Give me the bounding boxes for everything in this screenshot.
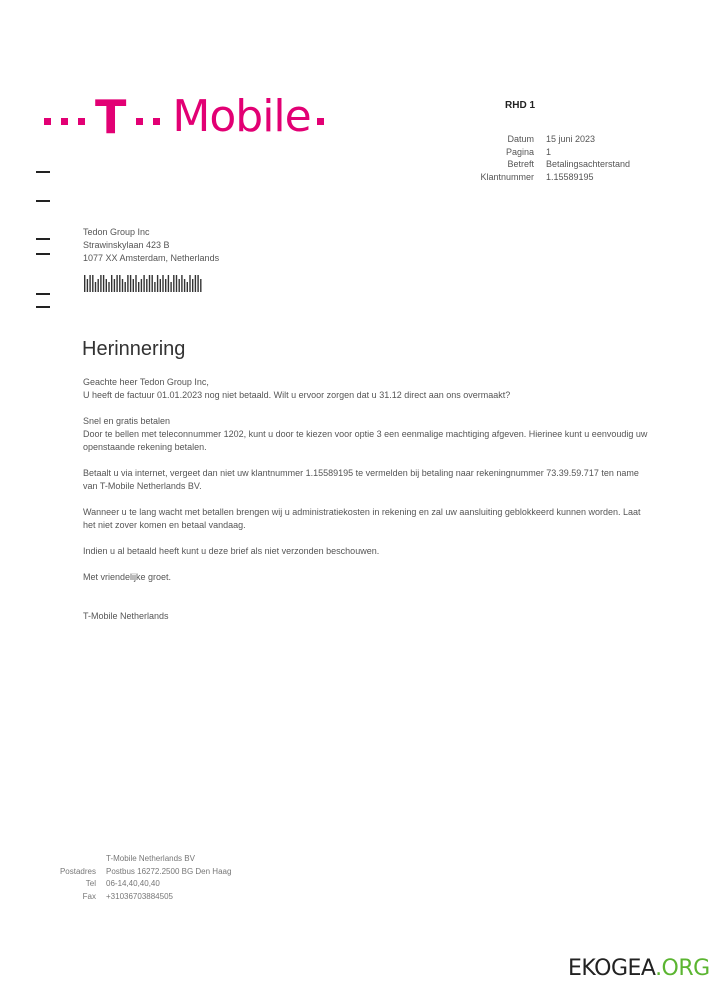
fold-mark [36, 238, 50, 240]
t-mobile-logo [44, 92, 334, 142]
section-paragraph: Door te bellen met teleconnummer 1202, kunt u door te kiezen voor optie 3 een eenmalige machtiging afgeven. Hierinee kunt u eenvoudig uw openstaande rekening betalen. [83, 429, 648, 452]
footer-value: +31036703884505 [106, 891, 173, 901]
fold-mark [36, 171, 50, 173]
letter-meta [440, 133, 630, 183]
meta-label: Betreft [507, 159, 534, 169]
postal-barcode [84, 275, 204, 292]
footer-row [58, 891, 231, 904]
footer-row [58, 878, 231, 891]
footer-value: 06-14,40,40,40 [106, 879, 160, 888]
reference-code: RHD 1 [505, 100, 536, 111]
fold-mark [36, 306, 50, 308]
meta-label: Pagina [505, 146, 534, 157]
logo-dot [61, 118, 68, 125]
footer-label: Postadres [59, 866, 96, 876]
logo-t: T [95, 90, 127, 144]
footer-company: T-Mobile Netherlands BV [106, 854, 195, 863]
meta-label: Datum [507, 134, 534, 144]
recipient-address [83, 226, 219, 265]
logo-dot [136, 118, 143, 125]
recipient-street: Strawinskylaan 423 B [83, 240, 170, 250]
logo-dot [44, 118, 51, 125]
intro-paragraph: U heeft de factuur 01.01.2023 nog niet betaald. Wilt u ervoor zorgen dat u 31.12 direct aan ons overmaakt? [83, 390, 511, 400]
letter-title: Herinnering [82, 338, 186, 360]
watermark-suffix: .ORG [655, 956, 710, 981]
meta-row-subject [440, 158, 630, 171]
watermark-main: EKOGEA [568, 956, 656, 981]
section-title: Snel en gratis betalen [83, 416, 171, 426]
salutation: Geachte heer Tedon Group Inc, [83, 377, 209, 387]
footer [58, 853, 231, 903]
meta-row-page [440, 146, 630, 159]
footer-label: Tel [85, 879, 96, 888]
signature: T-Mobile Netherlands [83, 611, 169, 621]
logo-wordmark: Mobile [172, 91, 311, 142]
meta-value: 1 [546, 146, 552, 157]
meta-label: Klantnummer [480, 171, 534, 182]
fold-mark [36, 200, 50, 202]
warning-paragraph: Wanneer u te lang wacht met betallen brengen wij u administratiekosten in rekening en zal uw aansluiting geblokkeerd kunnen worden. Laat het niet zover komen en betaal vandaag. [83, 507, 641, 530]
meta-value: 15 juni 2023 [546, 134, 596, 144]
closing: Met vriendelijke groet. [83, 572, 172, 582]
recipient-city: 1077 XX Amsterdam, Netherlands [83, 253, 220, 263]
footer-label: Fax [82, 891, 96, 901]
footer-value: Postbus 16272.2500 BG Den Haag [106, 866, 232, 876]
footer-company-row [58, 853, 231, 866]
paid-paragraph: Indien u al betaald heeft kunt u deze brief als niet verzonden beschouwen. [83, 546, 380, 556]
logo-dot [78, 118, 85, 125]
footer-row [58, 866, 231, 879]
meta-value: Betalingsachterstand [546, 159, 631, 169]
fold-mark [36, 293, 50, 295]
meta-row-date [440, 133, 630, 146]
fold-mark [36, 253, 50, 255]
logo-dot [317, 118, 324, 125]
watermark [568, 956, 710, 981]
meta-row-customer-number [440, 171, 630, 184]
meta-value: 1.15589195 [546, 171, 594, 182]
letter-body [83, 376, 653, 623]
payment-paragraph: Betaalt u via internet, vergeet dan niet uw klantnummer 1.15589195 te vermelden bij betaling naar rekeningnummer 73.39.59.717 ten name van T-Mobile Netherlands BV. [83, 468, 639, 491]
recipient-name: Tedon Group Inc [83, 227, 150, 237]
logo-dot [153, 118, 160, 125]
